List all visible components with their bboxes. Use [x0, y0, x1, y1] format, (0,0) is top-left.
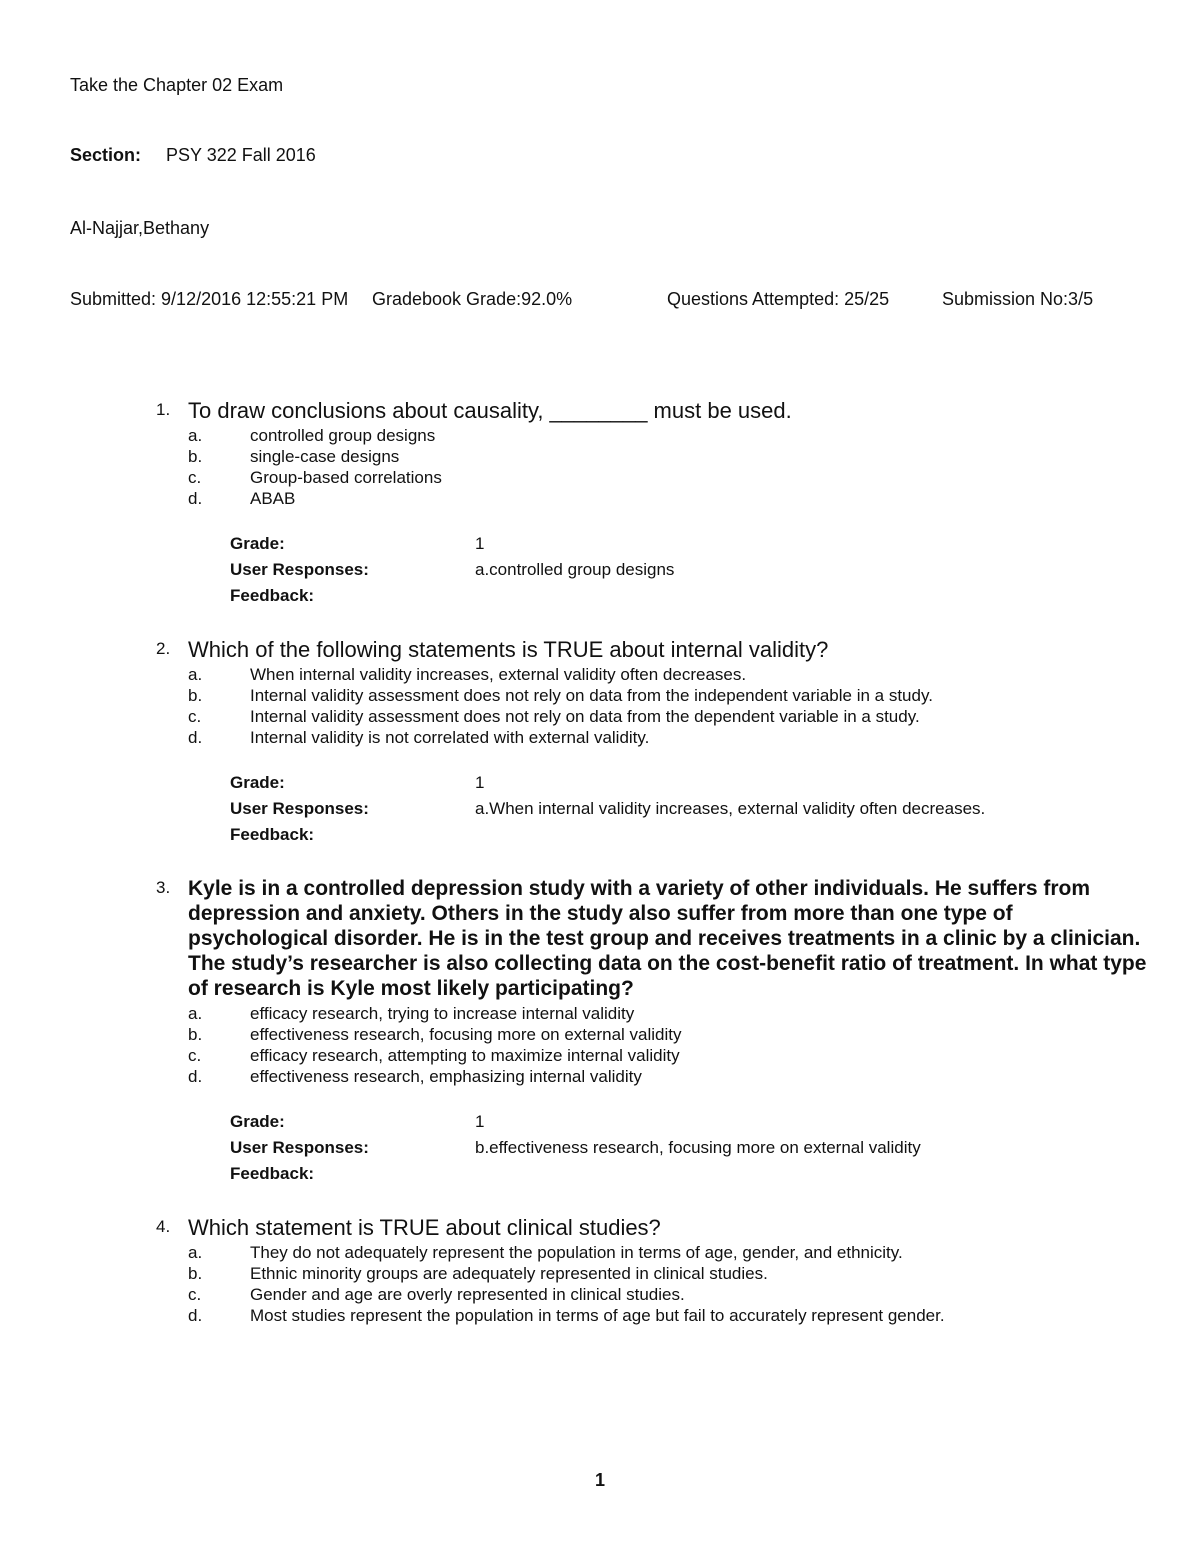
option-text: effectiveness research, emphasizing internal validity: [250, 1067, 642, 1086]
option-text: Gender and age are overly represented in clinical studies.: [250, 1285, 685, 1304]
option-letter: b.: [188, 1025, 203, 1044]
option-b: [188, 1263, 1150, 1284]
option-c: [188, 1045, 1150, 1066]
option-text: efficacy research, attempting to maximize internal validity: [250, 1046, 680, 1065]
response-value: a.When internal validity increases, external validity often decreases.: [475, 799, 986, 818]
submission-meta: [70, 289, 1130, 313]
option-d: [188, 1066, 1150, 1087]
option-letter: b.: [188, 686, 203, 705]
responses-label: User Responses:: [230, 1138, 369, 1157]
gradebook-grade: Gradebook Grade:92.0%: [372, 289, 573, 309]
grade-value: 1: [475, 773, 485, 792]
option-text: ABAB: [250, 489, 296, 508]
option-c: [188, 1284, 1150, 1305]
student-name: Al-Najjar,Bethany: [70, 218, 210, 238]
option-letter: a.: [188, 665, 203, 684]
question-4: [150, 1215, 1150, 1326]
option-a: [188, 664, 1150, 685]
question-number: 4.: [156, 1217, 171, 1236]
option-text: Internal validity is not correlated with external validity.: [250, 728, 650, 747]
questions-attempted: Questions Attempted: 25/25: [667, 289, 890, 309]
question-result: [230, 1109, 1150, 1187]
option-text: They do not adequately represent the population in terms of age, gender, and ethnicity.: [250, 1243, 903, 1262]
answer-options: [188, 425, 1150, 509]
option-text: Most studies represent the population in terms of age but fail to accurately represent gender.: [250, 1306, 945, 1325]
question-text: To draw conclusions about causality, ________ must be used.: [188, 398, 792, 423]
option-letter: b.: [188, 1264, 203, 1283]
answer-options: [188, 1003, 1150, 1087]
option-c: [188, 706, 1150, 727]
option-b: [188, 1024, 1150, 1045]
question-3: [150, 876, 1150, 1187]
answer-options: [188, 664, 1150, 748]
option-d: [188, 727, 1150, 748]
option-text: Internal validity assessment does not rely on data from the dependent variable in a study.: [250, 707, 920, 726]
submission-number: Submission No:3/5: [942, 289, 1094, 309]
exam-title: Take the Chapter 02 Exam: [70, 75, 284, 95]
section-value: PSY 322 Fall 2016: [166, 145, 316, 165]
option-d: [188, 488, 1150, 509]
option-c: [188, 467, 1150, 488]
responses-label: User Responses:: [230, 799, 369, 818]
question-result: [230, 770, 1150, 848]
question-2: [150, 637, 1150, 848]
grade-value: 1: [475, 534, 485, 553]
question-number: 3.: [156, 878, 171, 897]
response-value: a.controlled group designs: [475, 560, 675, 579]
question-number: 2.: [156, 639, 171, 658]
question-text: Kyle is in a controlled depression study with a variety of other individuals. He suffers from depression and anxiety. Others in the study also suffer from more than one type of psychological disorder. He is in the test group and receives treatments in a clinic by a clinician. The study’s researcher is also collecting data on the cost-benefit ratio of treatment. In what type of research is Kyle most likely participating?: [188, 877, 1147, 1000]
grade-label: Grade:: [230, 1112, 285, 1131]
feedback-label: Feedback:: [230, 825, 315, 844]
page-number: 1: [594, 1470, 605, 1490]
option-text: When internal validity increases, external validity often decreases.: [250, 665, 747, 684]
grade-value: 1: [475, 1112, 485, 1131]
option-letter: c.: [188, 707, 202, 726]
grade-label: Grade:: [230, 534, 285, 553]
option-text: single-case designs: [250, 447, 400, 466]
option-text: controlled group designs: [250, 426, 436, 445]
option-letter: a.: [188, 1004, 203, 1023]
option-letter: d.: [188, 1306, 203, 1325]
option-letter: c.: [188, 1046, 202, 1065]
option-a: [188, 1003, 1150, 1024]
answer-options: [188, 1242, 1150, 1326]
option-letter: b.: [188, 447, 203, 466]
option-d: [188, 1305, 1150, 1326]
option-letter: a.: [188, 1243, 203, 1262]
option-text: Group-based correlations: [250, 468, 442, 487]
response-value: b.effectiveness research, focusing more on external validity: [475, 1138, 921, 1157]
option-letter: c.: [188, 468, 202, 487]
option-text: Internal validity assessment does not rely on data from the independent variable in a study.: [250, 686, 933, 705]
option-letter: d.: [188, 489, 203, 508]
option-a: [188, 1242, 1150, 1263]
option-letter: a.: [188, 426, 203, 445]
question-result: [230, 531, 1150, 609]
question-text: Which of the following statements is TRUE about internal validity?: [188, 637, 829, 662]
feedback-label: Feedback:: [230, 586, 315, 605]
option-letter: d.: [188, 1067, 203, 1086]
feedback-label: Feedback:: [230, 1164, 315, 1183]
grade-label: Grade:: [230, 773, 285, 792]
option-letter: c.: [188, 1285, 202, 1304]
option-a: [188, 425, 1150, 446]
option-b: [188, 446, 1150, 467]
option-text: effectiveness research, focusing more on external validity: [250, 1025, 682, 1044]
question-text: Which statement is TRUE about clinical studies?: [188, 1215, 661, 1240]
question-list: [150, 398, 1150, 1354]
option-b: [188, 685, 1150, 706]
submitted-date: Submitted: 9/12/2016 12:55:21 PM: [70, 289, 349, 309]
option-text: Ethnic minority groups are adequately represented in clinical studies.: [250, 1264, 768, 1283]
option-text: efficacy research, trying to increase internal validity: [250, 1004, 635, 1023]
option-letter: d.: [188, 728, 203, 747]
section-row: [70, 145, 316, 166]
section-label: Section:: [70, 145, 142, 165]
question-number: 1.: [156, 400, 171, 419]
question-1: [150, 398, 1150, 609]
responses-label: User Responses:: [230, 560, 369, 579]
